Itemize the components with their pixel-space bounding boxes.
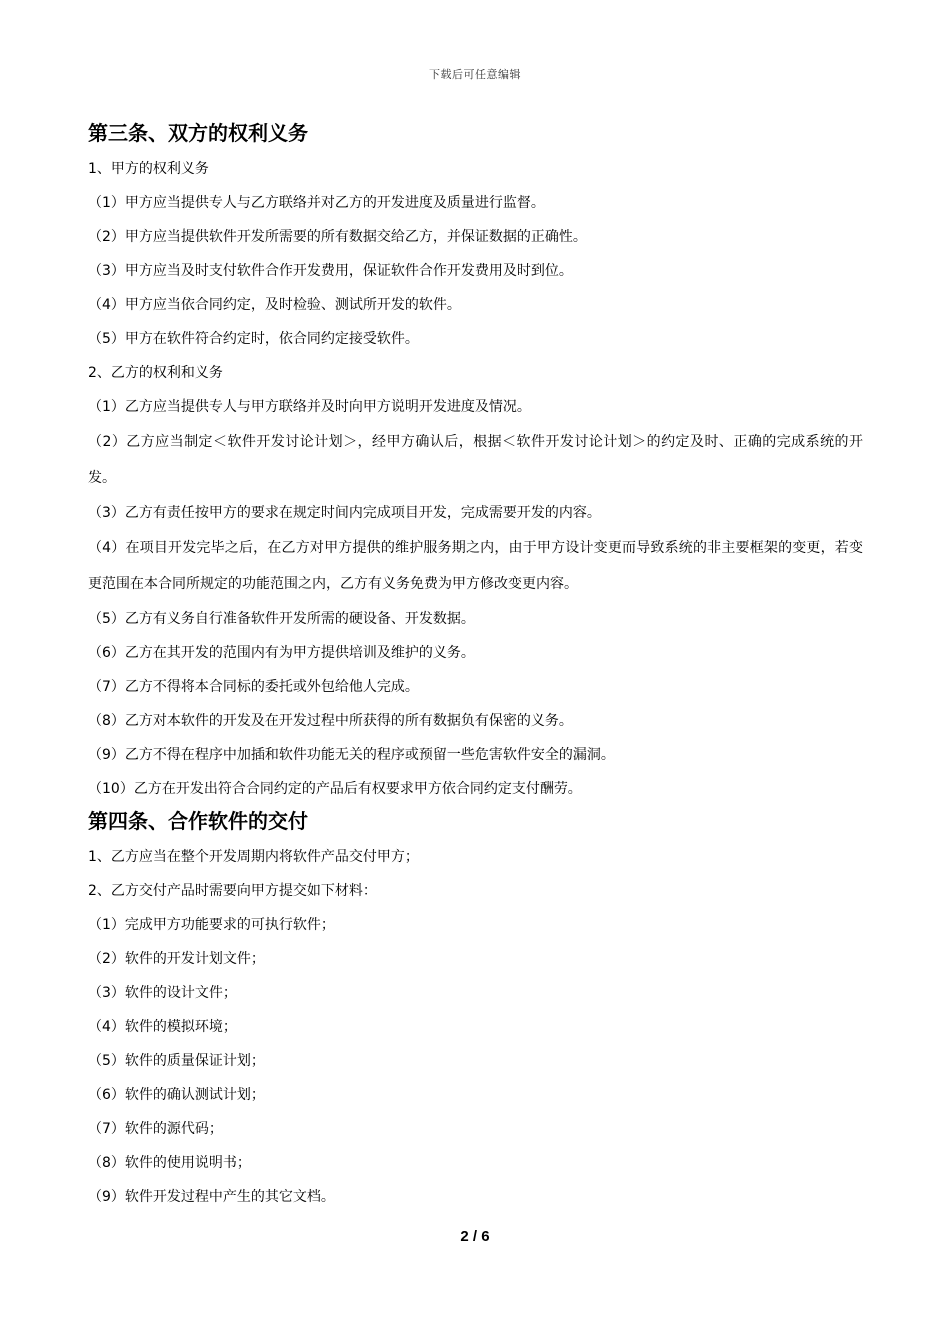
- clause-line: （9）乙方不得在程序中加插和软件功能无关的程序或预留一些危害软件安全的漏洞。: [88, 747, 615, 763]
- clause-line: 1、乙方应当在整个开发周期内将软件产品交付甲方；: [88, 849, 419, 865]
- clause-line: （1）完成甲方功能要求的可执行软件；: [88, 917, 335, 933]
- clause-line: （8）软件的使用说明书；: [88, 1155, 251, 1171]
- clause-line: （5）乙方有义务自行准备软件开发所需的硬设备、开发数据。: [88, 611, 475, 627]
- clause-line: （1）乙方应当提供专人与甲方联络并及时向甲方说明开发进度及情况。: [88, 399, 531, 415]
- clause-line: （2）软件的开发计划文件；: [88, 951, 265, 967]
- clause-line: 1、甲方的权利义务: [88, 161, 209, 177]
- clause-line: 2、乙方的权利和义务: [88, 365, 223, 381]
- clause-line: （4）软件的模拟环境；: [88, 1019, 237, 1035]
- clause-line: （9）软件开发过程中产生的其它文档。: [88, 1189, 335, 1205]
- clause-line: 2、乙方交付产品时需要向甲方提交如下材料：: [88, 883, 377, 899]
- clause-line: （7）乙方不得将本合同标的委托或外包给他人完成。: [88, 679, 419, 695]
- clause-line: （3）乙方有责任按甲方的要求在规定时间内完成项目开发，完成需要开发的内容。: [88, 505, 601, 521]
- clause-line: （7）软件的源代码；: [88, 1121, 223, 1137]
- page-number: 2 / 6: [460, 1228, 490, 1245]
- clause-line: （5）甲方在软件符合约定时，依合同约定接受软件。: [88, 331, 419, 347]
- clause-paragraph: （2）乙方应当制定＜软件开发讨论计划＞，经甲方确认后，根据＜软件开发讨论计划＞的约定及时、正确的完成系统的开发。: [88, 434, 863, 486]
- clause-line: （1）甲方应当提供专人与乙方联络并对乙方的开发进度及质量进行监督。: [88, 195, 545, 211]
- clause-line: （3）软件的设计文件；: [88, 985, 237, 1001]
- header-note: 下载后可任意编辑: [429, 68, 521, 81]
- clause-line: （8）乙方对本软件的开发及在开发过程中所获得的所有数据负有保密的义务。: [88, 713, 573, 729]
- document-body: [88, 118, 863, 1214]
- clause-line: （5）软件的质量保证计划；: [88, 1053, 265, 1069]
- section-heading: 第三条、双方的权利义务: [88, 121, 308, 145]
- clause-line: （10）乙方在开发出符合合同约定的产品后有权要求甲方依合同约定支付酬劳。: [88, 781, 582, 797]
- clause-line: （6）乙方在其开发的范围内有为甲方提供培训及维护的义务。: [88, 645, 475, 661]
- clause-line: （4）甲方应当依合同约定，及时检验、测试所开发的软件。: [88, 297, 461, 313]
- section-heading: 第四条、合作软件的交付: [88, 809, 308, 833]
- clause-paragraph: （4）在项目开发完毕之后，在乙方对甲方提供的维护服务期之内，由于甲方设计变更而导致系统的非主要框架的变更，若变更范围在本合同所规定的功能范围之内，乙方有义务免费为甲方修改变更内容。: [88, 540, 863, 592]
- clause-line: （2）甲方应当提供软件开发所需要的所有数据交给乙方，并保证数据的正确性。: [88, 229, 587, 245]
- clause-line: （6）软件的确认测试计划；: [88, 1087, 265, 1103]
- clause-line: （3）甲方应当及时支付软件合作开发费用，保证软件合作开发费用及时到位。: [88, 263, 573, 279]
